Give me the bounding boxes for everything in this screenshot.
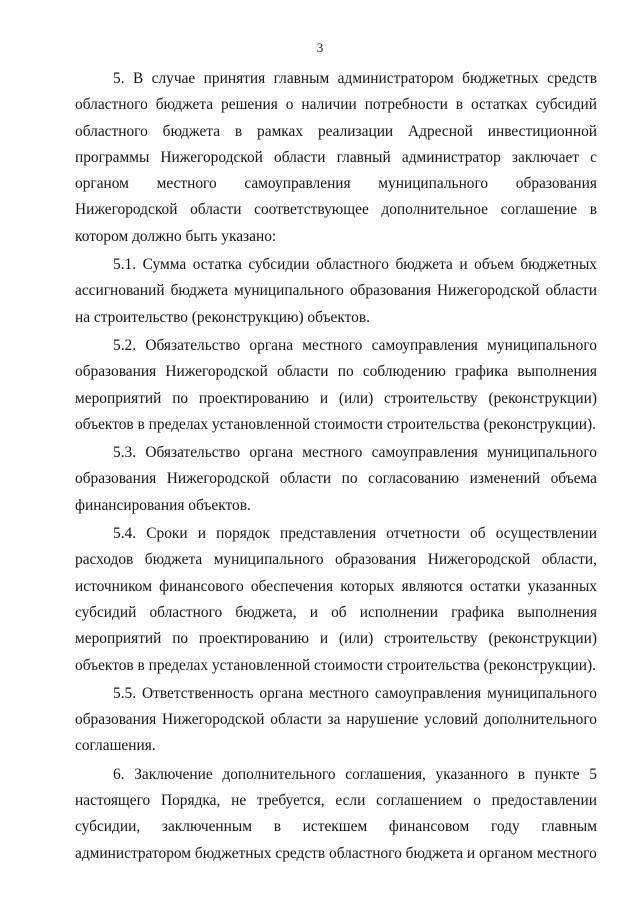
paragraph-5: 5. В случае принятия главным администратором бюджетных средств областного бюджета решения о наличии потребности в остатках субсидий областного бюджета в рамках реализации Адресной инвестиционной программы Нижегородской области главный администратор заключает с органом местного самоуправления муниципального образования Нижегородской области соответствующее дополнительное соглашение в котором должно быть указано: (75, 70, 597, 245)
document-body (75, 66, 597, 867)
paragraph-5-4: 5.4. Сроки и порядок представления отчетности об осуществлении расходов бюджета муниципального образования Нижегородской области, источником финансового обеспечения которых являются остатки указанных субсидий областного бюджета, и об исполнении графика выполнения мероприятий по проектированию и (или) строительству (реконструкции) объектов в пределах установленной стоимости строительства (реконструкции). (75, 525, 597, 674)
paragraph-6: 6. Заключение дополнительного соглашения, указанного в пункте 5 настоящего Порядка, не требуется, если соглашением о предоставлении субсидии, заключенным в истекшем финансовом году главным администратором бюджетных средств областного бюджета и органом местного (75, 765, 597, 862)
paragraph-5-1: 5.1. Сумма остатка субсидии областного бюджета и объем бюджетных ассигнований бюджета муниципального образования Нижегородской области на строительство (реконструкцию) объектов. (75, 256, 597, 326)
paragraph-5-3: 5.3. Обязательство органа местного самоуправления муниципального образования Нижегородской области по согласованию изменений объема финансирования объектов. (75, 444, 597, 514)
paragraph-5-2: 5.2. Обязательство органа местного самоуправления муниципального образования Нижегородской области по соблюдению графика выполнения мероприятий по проектированию и (или) строительству (реконструкции) объектов в пределах установленной стоимости строительства (реконструкции). (75, 336, 597, 433)
page-number: 3 (316, 40, 324, 55)
paragraph-5-5: 5.5. Ответственность органа местного самоуправления муниципального образования Нижегородской области за нарушение условий дополнительного соглашения. (75, 684, 597, 755)
